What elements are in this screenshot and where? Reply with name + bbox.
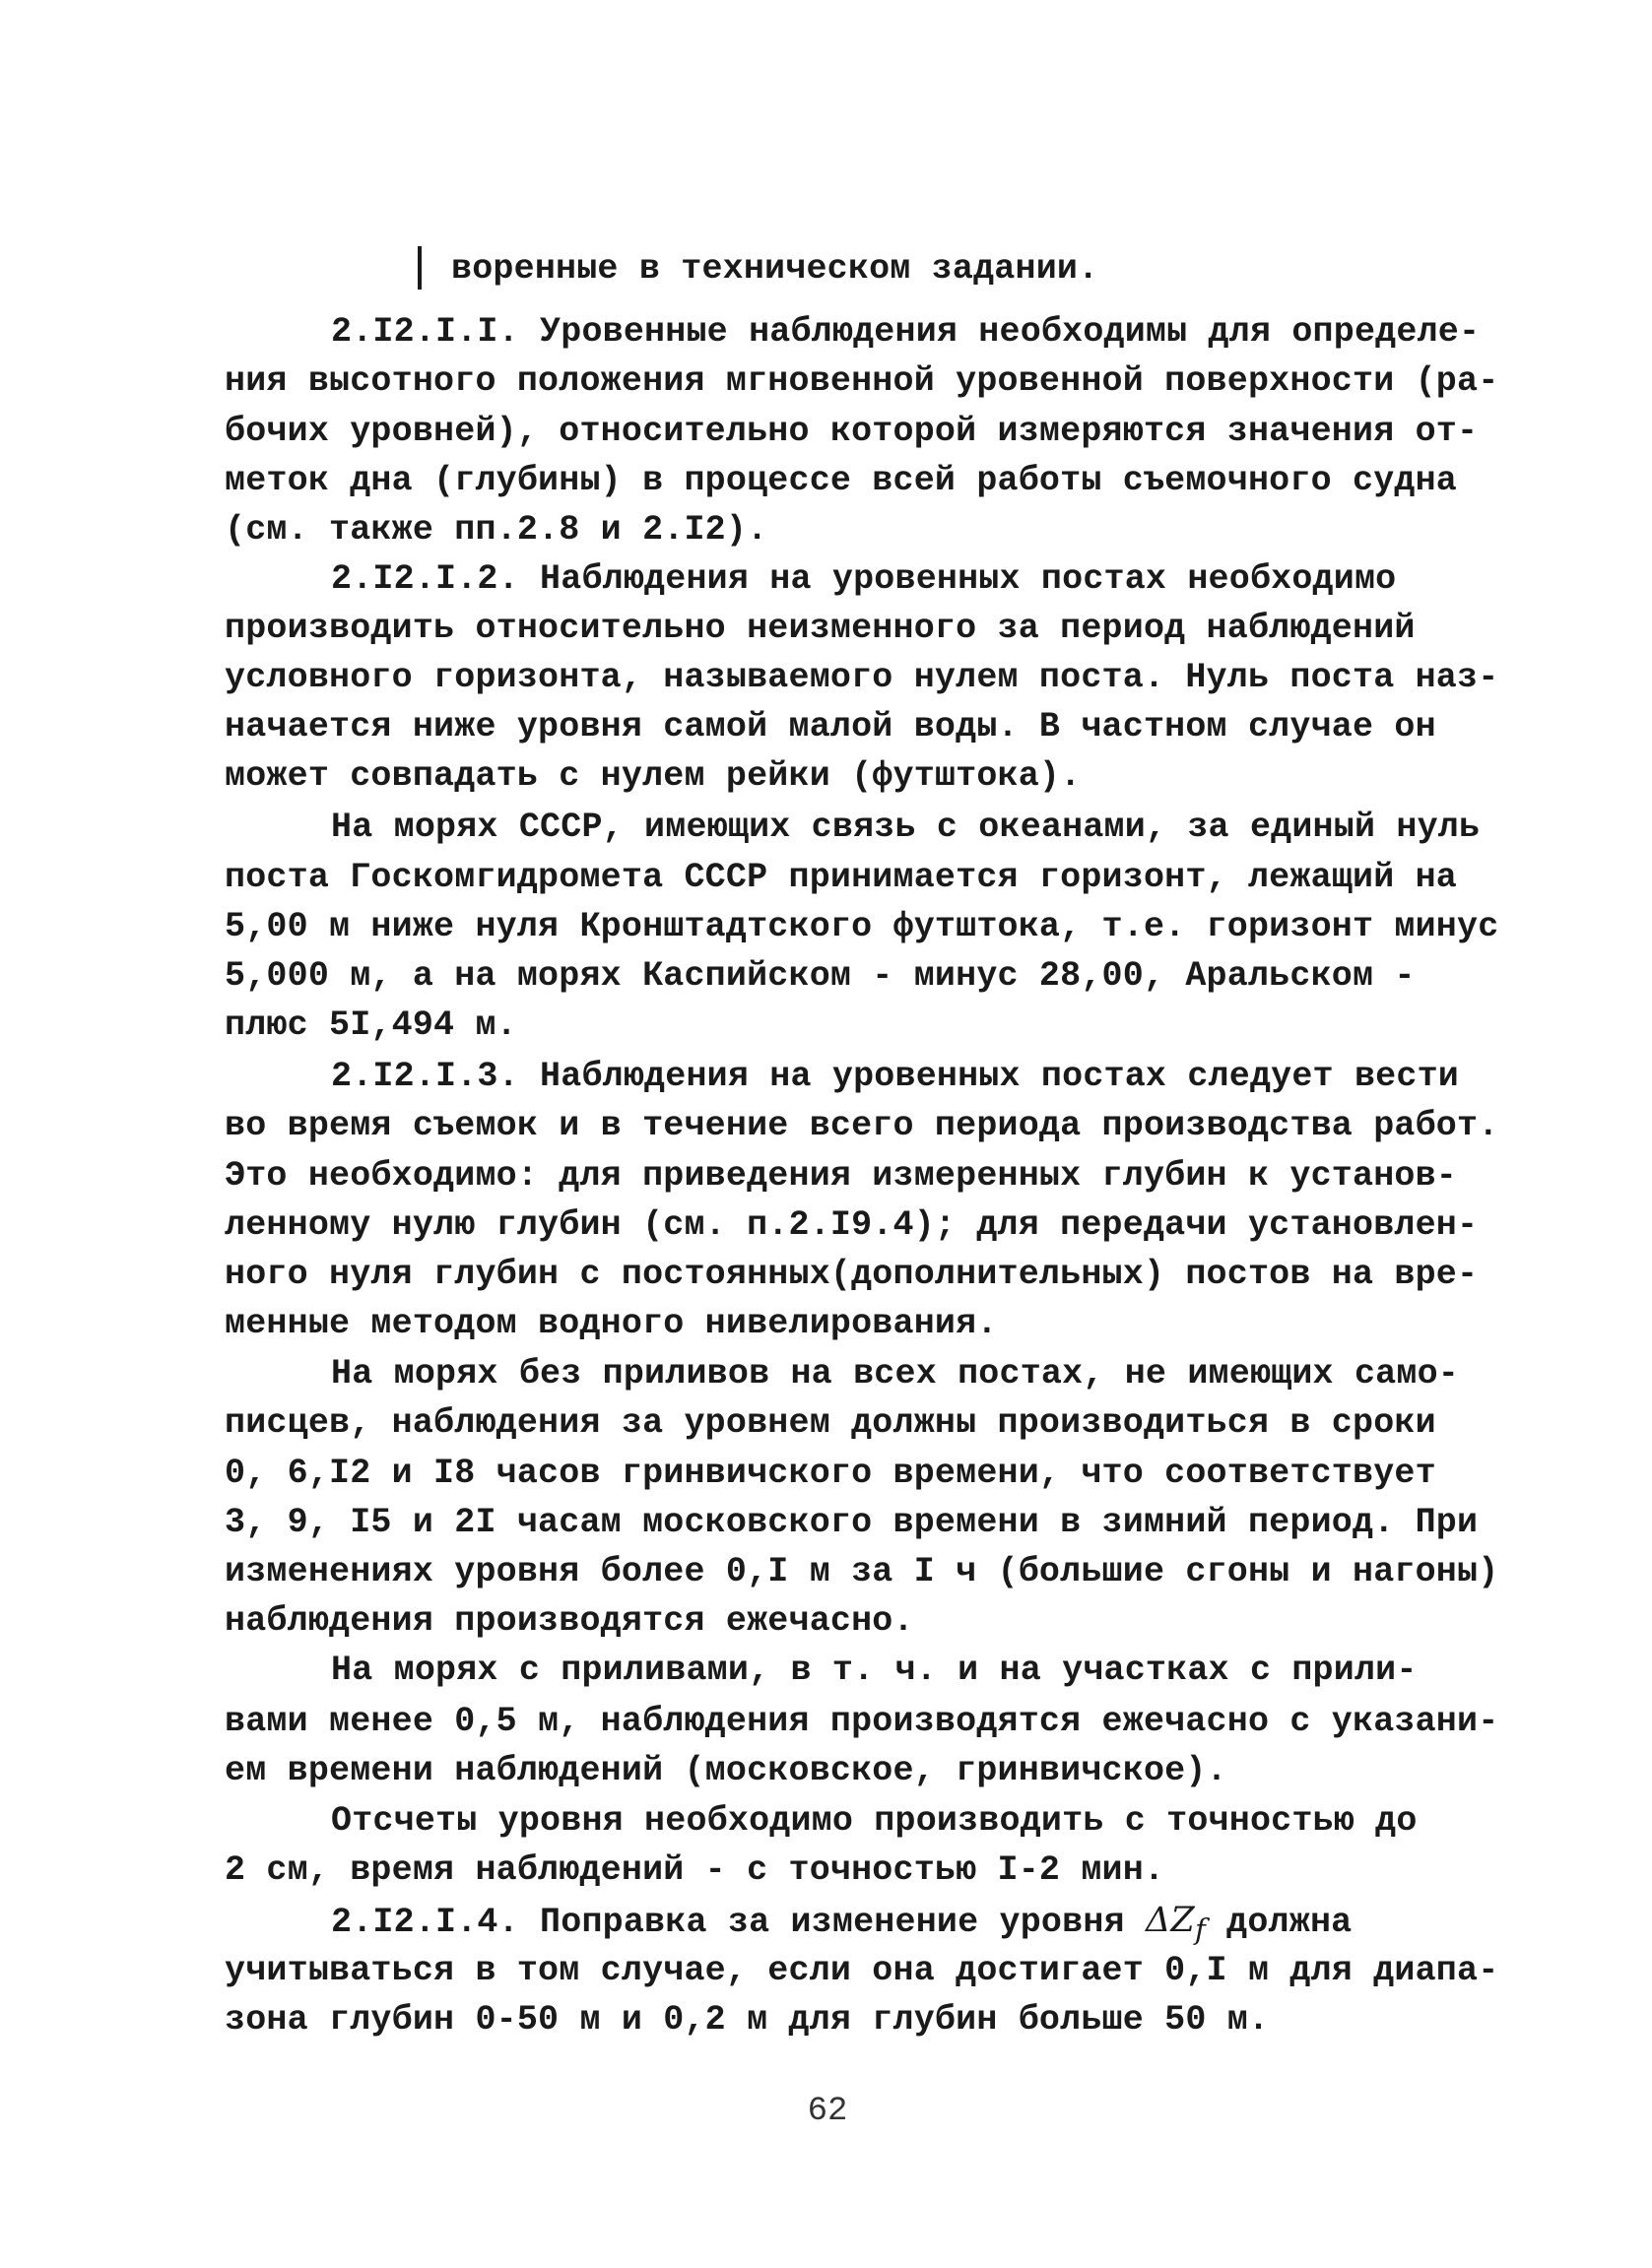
- text-line: может совпадать с нулем рейки (футштока).: [225, 756, 1082, 796]
- text-line: менные методом водного нивелирования.: [225, 1304, 998, 1343]
- text-line: ного нуля глубин с постоянных(дополнительных) постов на вре-: [225, 1255, 1479, 1294]
- text-line: меток дна (глубины) в процессе всей работы съемочного судна: [225, 461, 1458, 500]
- text-line: учитываться в том случае, если она достигает 0,I м для диапа-: [225, 1951, 1499, 1990]
- text-segment: должна: [1205, 1903, 1353, 1942]
- delta-z-symbol: ΔZ: [1145, 1901, 1195, 1940]
- text-line: (см. также пп.2.8 и 2.I2).: [225, 510, 768, 550]
- text-line: изменениях уровня более 0,I м за I ч (большие сгоны и нагоны): [225, 1552, 1499, 1591]
- text-line: зона глубин 0-50 м и 0,2 м для глубин больше 50 м.: [225, 2000, 1270, 2040]
- page-number: 62: [807, 2093, 848, 2130]
- text-line: На морях без приливов на всех постах, не имеющих само-: [331, 1354, 1459, 1393]
- text-line: Это необходимо: для приведения измеренных глубин к установ-: [225, 1156, 1458, 1196]
- text-line: Отсчеты уровня необходимо производить с точностью до: [331, 1801, 1418, 1841]
- text-line: плюс 5I,494 м.: [225, 1005, 517, 1045]
- text-line: начается ниже уровня самой малой воды. В частном случае он: [225, 707, 1436, 746]
- text-line: На морях СССР, имеющих связь с океанами, за единый нуль: [331, 808, 1481, 847]
- text-line: 0, 6,I2 и I8 часов гринвичского времени, что соответствует: [225, 1454, 1436, 1493]
- text-line: производить относительно неизменного за период наблюдений: [225, 609, 1416, 648]
- text-line: 2.I2.I.I. Уровенные наблюдения необходимы для определе-: [331, 312, 1481, 352]
- text-line: условного горизонта, называемого нулем поста. Нуль поста наз-: [225, 658, 1499, 697]
- text-line: 2 см, время наблюдений - с точностью I-2 мин.: [225, 1850, 1165, 1890]
- text-line: 2.I2.I.2. Наблюдения на уровенных постах необходимо: [331, 559, 1397, 599]
- text-line: ленному нулю глубин (см. п.2.I9.4); для передачи установлен-: [225, 1205, 1479, 1245]
- delta-z-subscript: f: [1194, 1912, 1206, 1946]
- text-line: 5,000 м, а на морях Каспийском - минус 28,00, Аральском -: [225, 956, 1416, 996]
- text-line: наблюдения производятся ежечасно.: [225, 1601, 914, 1641]
- text-line: ем времени наблюдений (московское, гринвичское).: [225, 1751, 1227, 1790]
- text-line: поста Госкомгидромета СССР принимается горизонт, лежащий на: [225, 858, 1458, 897]
- text-line: писцев, наблюдения за уровнем должны производиться в сроки: [225, 1403, 1436, 1443]
- text-line: 5,00 м ниже нуля Кронштадтского футштока, т.е. горизонт минус: [225, 907, 1499, 946]
- text-line: 3, 9, I5 и 2I часам московского времени в зимний период. При: [225, 1503, 1479, 1542]
- text-segment: 2.I2.I.4. Поправка за изменение уровня: [331, 1903, 1146, 1942]
- text-line: вами менее 0,5 м, наблюдения производятся ежечасно с указани-: [225, 1702, 1499, 1741]
- text-line: во время съемок и в течение всего периода производства работ.: [225, 1106, 1499, 1145]
- margin-change-bar: [418, 246, 422, 290]
- text-line: бочих уровней), относительно которой измеряются значения от-: [225, 412, 1479, 451]
- text-line: На морях с приливами, в т. ч. и на участках с прили-: [331, 1651, 1418, 1690]
- text-line: воренные в техническом задании.: [451, 249, 1099, 289]
- text-line: ния высотного положения мгновенной уровенной поверхности (ра-: [225, 361, 1499, 401]
- text-line: 2.I2.I.3. Наблюдения на уровенных постах следует вести: [331, 1057, 1459, 1096]
